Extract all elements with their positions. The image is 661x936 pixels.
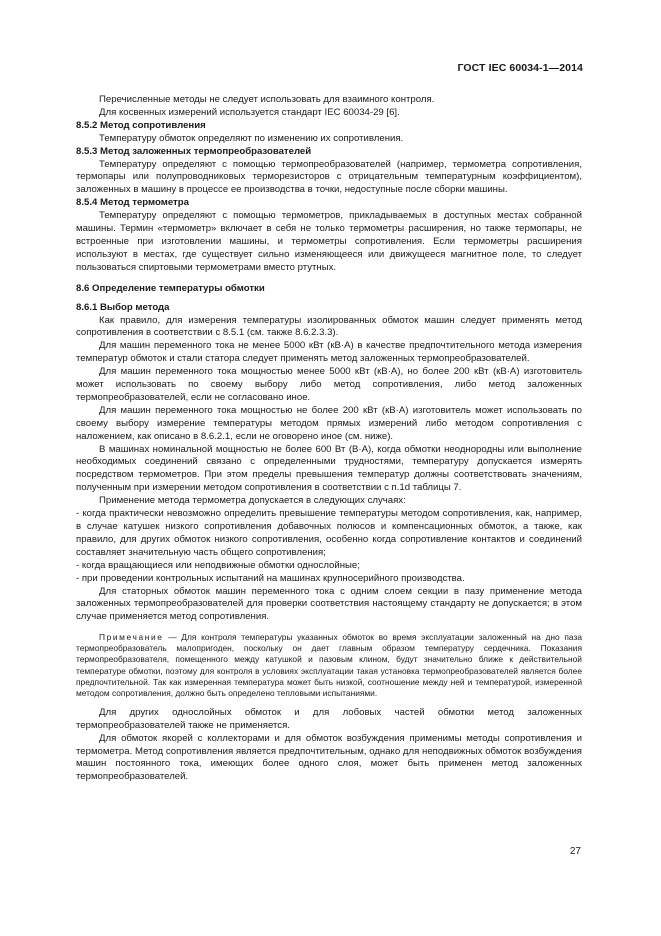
paragraph: Для других однослойных обмоток и для лобовых частей обмотки метод заложенных термопреобразователей также не применяется. [76, 706, 582, 731]
paragraph: Температуру определяют с помощью термопреобразователей (например, термометра сопротивления, термопары или полупроводниковых терморезисторов с отрицательным температурным коэффициентом), заложенных в машину в процессе ее производства в точки, недоступные после сборки машины. [76, 158, 582, 196]
document-body [76, 94, 582, 784]
section-heading-8-6: 8.6 Определение температуры обмотки [76, 282, 265, 294]
paragraph: Температуру определяют с помощью термометров, прикладываемых в доступных местах собранной машины. Термин «термометр» включает в себя не только термометры расширения, но также термопары, не встроенные при изготовлении машины, и термометры сопротивления. Если термометры расширения используют в местах, где существует сильно изменяющееся или движущееся магнитное поле, то следует пользоваться спиртовыми термометрами вместо ртутных. [76, 210, 582, 273]
section-heading-8-5-3: 8.5.3 Метод заложенных термопреобразователей [76, 145, 312, 157]
note [76, 632, 582, 699]
paragraph: Для машин переменного тока мощностью менее 5000 кВт (кВ·А), но более 200 кВт (кВ·А) изготовитель может использовать по своему выбору либо метод сопротивления, либо метод заложенных термопреобразователей, если не согласовано иное. [76, 366, 582, 403]
list-item: - когда практически невозможно определить превышение температуры методом сопротивления, как, например, в случае катушек низкого сопротивления добавочных полюсов и компенсационных обмоток, а также, как правило, для других обмоток низкого сопротивления, особенно когда сопротивление контактов и соединений составляет значительную часть общего сопротивления; [76, 508, 582, 558]
paragraph: Температуру обмоток определяют по изменению их сопротивления. [99, 132, 404, 144]
paragraph: Для косвенных измерений используется стандарт IEC 60034-29 [6]. [99, 106, 400, 118]
section-heading-8-5-4: 8.5.4 Метод термометра [76, 197, 189, 209]
note-label: Примечание [99, 632, 164, 643]
paragraph: Применение метода термометра допускается в следующих случаях: [99, 495, 406, 507]
paragraph: Как правило, для измерения температуры изолированных обмоток машин следует применять метод сопротивления в соответствии с 8.5.1 (см. также 8.6.2.3.3). [76, 314, 582, 339]
section-heading-8-5-2: 8.5.2 Метод сопротивления [76, 119, 206, 131]
paragraph: В машинах номинальной мощностью не более 600 Вт (В·А), когда обмотки неоднородны или выполнение необходимых соединений связано с определенными трудностями, температуру допускается измерять посредством термометров. При этом пределы превышения температур должны соответствовать значениям, полученным при измерении методом сопротивления в соответствии с п.1d таблицы 7. [76, 443, 582, 494]
standard-header: ГОСТ IEC 60034-1—2014 [457, 62, 583, 74]
paragraph: Перечисленные методы не следует использовать для взаимного контроля. [99, 94, 435, 105]
section-heading-8-6-1: 8.6.1 Выбор метода [76, 301, 170, 313]
paragraph: Для обмоток якорей с коллекторами и для обмоток возбуждения применимы методы сопротивления и термометра. Метод сопротивления является предпочтительным, однако для неподвижных обмоток возбуждения машин постоянного тока, имеющих более одного слоя, может быть применен метод заложенных термопреобразователей. [76, 732, 582, 783]
page-number: 27 [569, 846, 581, 857]
list-item: - при проведении контрольных испытаний на машинах крупносерийного производства. [76, 572, 465, 584]
note-text: — Для контроля температуры указанных обмоток во время эксплуатации заложенный на дно паза термопреобразователь малопригоден, поскольку он дает главным образом температуру сердечника. Показания термопреобразователя, помещенного между катушкой и пазовым клином, будут значительно ближе к действительной температуре обмотки, поэтому для контроля в условиях эксплуатации такая установка термопреобразователей является более предпочтительной. Так как измеренная температура может быть низкой, соотношение между ней и температурой, измеренной методом сопротивления, должно быть определено тепловыми испытаниями. [76, 632, 582, 698]
paragraph: Для статорных обмоток машин переменного тока с одним слоем секции в пазу применение метода заложенных термопреобразователей для проверки соответствия настоящему стандарту не допускается; в этом случае применяется метод сопротивления. [76, 585, 582, 623]
paragraph: Для машин переменного тока не менее 5000 кВт (кВ·А) в качестве предпочтительного метода измерения температур обмоток и стали статора следует применять метод заложенных термопреобразователей. [76, 340, 582, 365]
list-item: - когда вращающиеся или неподвижные обмотки однослойные; [76, 559, 360, 571]
paragraph: Для машин переменного тока мощностью не более 200 кВт (кВ·А) изготовитель может использовать по своему выбору измерение температуры методом прямых измерений либо методом сопротивления с наложением, как описано в 8.6.2.1, если не оговорено иное (см. ниже). [76, 404, 582, 442]
